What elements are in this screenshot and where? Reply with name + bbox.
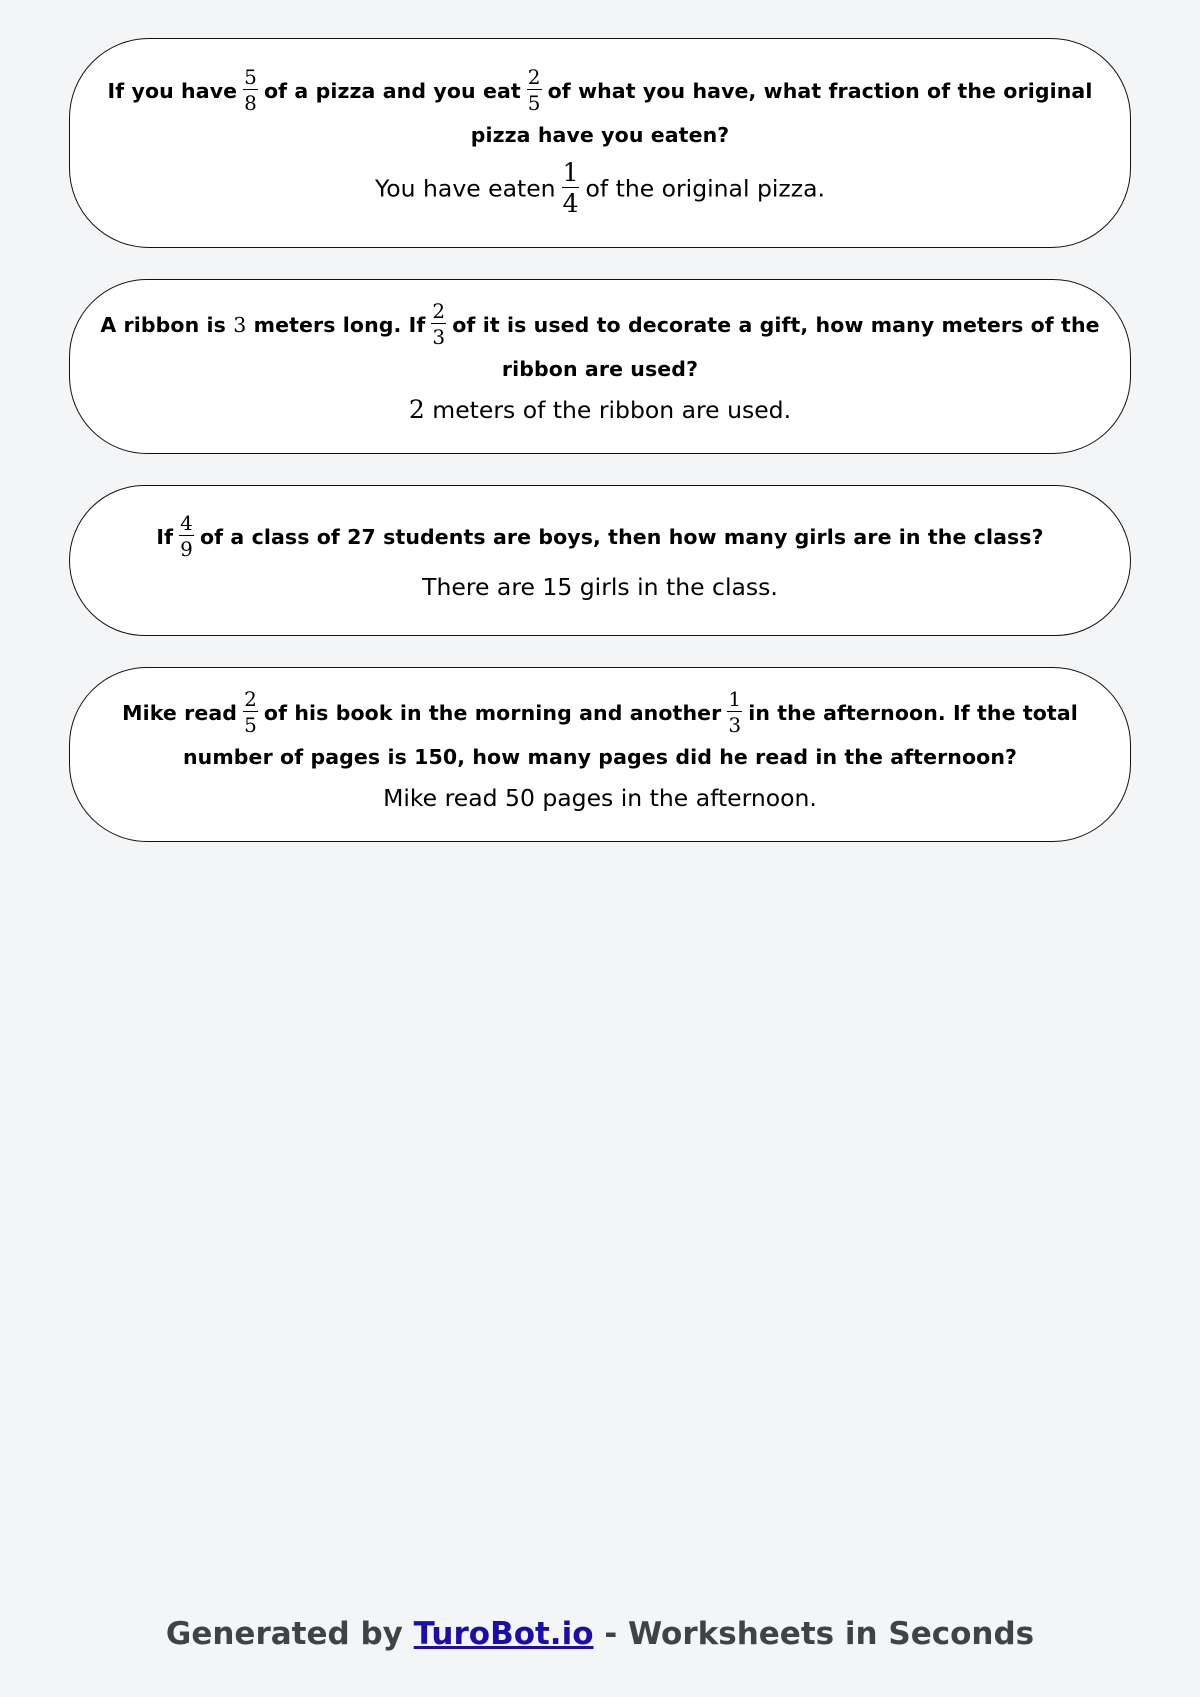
question-text-segment: A ribbon is	[100, 313, 226, 337]
answer-text-segment: meters of the ribbon are used.	[432, 396, 792, 424]
answer-text: There are 15 girls in the class.	[422, 572, 778, 601]
question-text-segment: meters long. If	[253, 313, 426, 337]
fraction-numerator: 5	[244, 64, 257, 89]
problem-card	[69, 38, 1131, 248]
fraction-denominator: 3	[432, 325, 446, 349]
answer-text-segment: of the original pizza.	[585, 174, 825, 202]
problem-card	[69, 279, 1131, 454]
fraction	[243, 64, 258, 115]
fraction-numerator: 2	[527, 64, 541, 89]
answer-text-segment: You have eaten	[375, 174, 556, 202]
fraction-denominator: 9	[180, 536, 193, 561]
fraction-denominator: 5	[527, 90, 541, 115]
fraction-numerator: 2	[432, 299, 446, 323]
question-text	[84, 64, 1116, 156]
answer-text: Mike read 50 pages in the afternoon.	[383, 784, 817, 812]
fraction-denominator: 8	[244, 90, 257, 115]
fraction-denominator: 5	[244, 713, 257, 737]
turobot-link[interactable]: TuroBot.io	[413, 1616, 594, 1652]
fraction	[727, 689, 742, 735]
question-text-segment: of a pizza and you eat	[263, 78, 521, 103]
answer-text	[375, 157, 825, 218]
question-text	[84, 687, 1116, 778]
math-number: 3	[233, 313, 247, 337]
fraction	[562, 157, 580, 218]
question-text-segment: If you have	[107, 78, 238, 103]
footer	[0, 1616, 1200, 1652]
fraction-numerator: 2	[244, 687, 257, 711]
fraction-numerator: 1	[728, 687, 742, 711]
footer-suffix: - Worksheets in Seconds	[604, 1616, 1035, 1652]
fraction-denominator: 3	[728, 713, 742, 737]
fraction	[527, 64, 542, 115]
fraction	[179, 510, 194, 561]
problem-card	[69, 667, 1131, 842]
answer-text	[409, 390, 791, 430]
footer-prefix: Generated by	[165, 1616, 403, 1652]
fraction-denominator: 4	[562, 188, 579, 218]
fraction	[243, 689, 258, 735]
question-text-segment: Mike read	[122, 701, 238, 725]
fraction-numerator: 4	[180, 510, 193, 535]
question-text-segment: of a class of 27 students are boys, then how many girls are in the class?	[199, 524, 1044, 549]
question-text	[156, 510, 1044, 561]
question-text-segment: If	[156, 524, 174, 549]
problem-card	[69, 485, 1131, 636]
fraction-numerator: 1	[562, 157, 579, 187]
math-number: 2	[408, 395, 425, 424]
question-text-segment: of his book in the morning and another	[263, 701, 722, 725]
question-text-segment: of what you have, what fraction of the original pizza have you eaten?	[470, 78, 1093, 147]
question-text	[84, 299, 1116, 390]
fraction	[431, 301, 446, 347]
question-text-segment: of it is used to decorate a gift, how many meters of the ribbon are used?	[452, 313, 1100, 381]
question-text-segment: in the afternoon. If the total number of pages is 150, how many pages did he read in the afternoon?	[182, 701, 1078, 769]
